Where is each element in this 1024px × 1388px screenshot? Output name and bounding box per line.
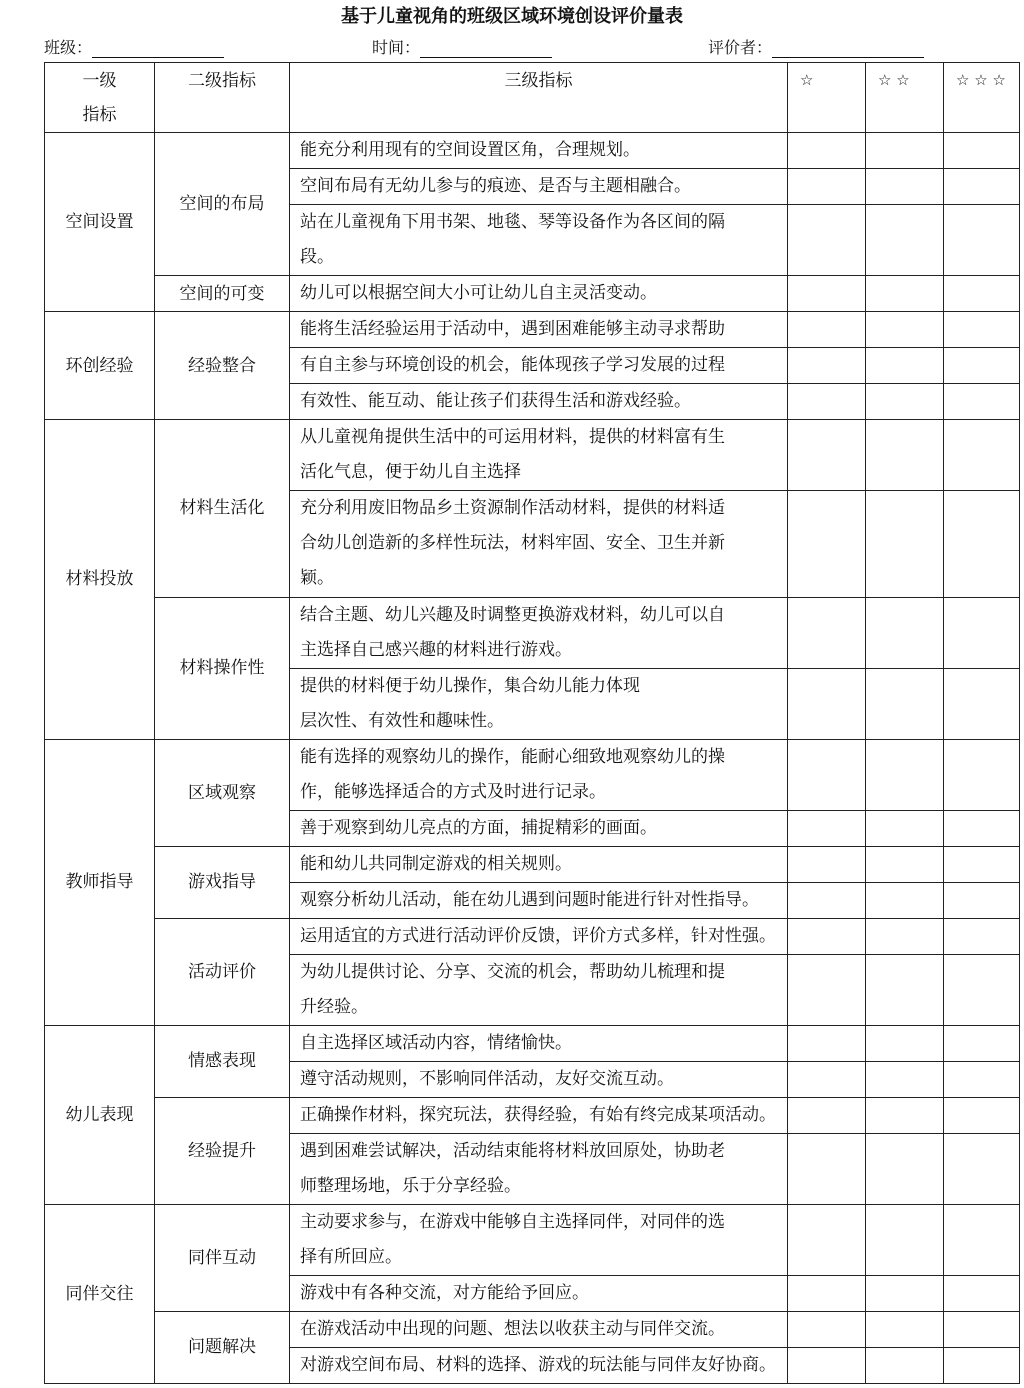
one-star-rating-cell[interactable] [788,668,866,739]
two-star-rating-cell[interactable] [866,954,944,1025]
header-level1-line2: 指标 [82,105,117,125]
three-star-rating-cell[interactable] [944,954,1020,1025]
two-star-rating-cell[interactable] [866,739,944,810]
level3-indicator [290,169,788,205]
three-star-rating-cell[interactable] [944,205,1020,276]
two-star-rating-cell[interactable] [866,1275,944,1311]
table-row [45,1204,1020,1275]
level3-text-line: 遵守活动规则，不影响同伴活动，友好交流互动。 [300,1068,674,1089]
level3-indicator [290,1133,788,1204]
level3-text-line: 主选择自己感兴趣的材料进行游戏。 [300,639,572,660]
one-star-rating-cell[interactable] [788,205,866,276]
class-blank[interactable] [92,43,224,58]
level1-indicator: 材料投放 [45,420,155,740]
two-star-rating-cell[interactable] [866,491,944,598]
page-title: 基于儿童视角的班级区域环境创设评价量表 [341,6,683,27]
level3-text-line: 择有所回应。 [300,1246,402,1267]
three-star-rating-cell[interactable] [944,846,1020,882]
three-star-rating-cell[interactable] [944,882,1020,918]
three-star-rating-cell[interactable] [944,348,1020,384]
two-star-rating-cell[interactable] [866,348,944,384]
one-star-rating-cell[interactable] [788,1025,866,1061]
class-label: 班级： [44,38,93,57]
one-star-rating-cell[interactable] [788,597,866,668]
level3-text-line: 合幼儿创造新的多样性玩法，材料牢固、安全、卫生并新 [300,533,725,554]
level3-text-line: 颖。 [300,568,334,589]
level3-text-line: 师整理场地，乐于分享经验。 [300,1175,521,1196]
level3-text-line: 自主选择区域活动内容，情绪愉快。 [300,1032,572,1053]
two-star-rating-cell[interactable] [866,384,944,420]
table-row [45,1311,1020,1347]
level3-text-line: 能充分利用现有的空间设置区角，合理规划。 [300,140,640,160]
level3-indicator [290,739,788,810]
two-star-rating-cell[interactable] [866,420,944,491]
table-body [45,133,1020,1384]
level3-indicator [290,384,788,420]
three-star-rating-cell[interactable] [944,133,1020,169]
level3-indicator [290,846,788,882]
three-star-rating-cell[interactable] [944,1204,1020,1275]
one-star-rating-cell[interactable] [788,348,866,384]
two-star-rating-cell[interactable] [866,1204,944,1275]
table-row [45,133,1020,169]
level3-text-line: 提供的材料便于幼儿操作，集合幼儿能力体现 [300,675,640,696]
level1-indicator: 幼儿表现 [45,1025,155,1204]
three-star-rating-cell[interactable] [944,1133,1020,1204]
time-label: 时间： [372,38,421,57]
level3-text-line: 能有选择的观察幼儿的操作，能耐心细致地观察幼儿的操 [300,746,725,767]
level3-indicator [290,1097,788,1133]
table-header-row [45,63,1020,133]
level3-indicator [290,918,788,954]
table-row [45,918,1020,954]
level3-indicator [290,597,788,668]
two-star-rating-cell[interactable] [866,1133,944,1204]
one-star-rating-cell[interactable] [788,810,866,846]
table-row [45,1025,1020,1061]
level1-indicator: 同伴交往 [45,1204,155,1383]
one-star-rating-cell[interactable] [788,846,866,882]
level3-text-line: 有效性、能互动、能让孩子们获得生活和游戏经验。 [300,391,691,411]
level3-indicator [290,1204,788,1275]
one-star-rating-cell[interactable] [788,1133,866,1204]
time-blank[interactable] [420,43,552,58]
two-star-rating-cell[interactable] [866,846,944,882]
level3-text-line: 正确操作材料，探究玩法，获得经验，有始有终完成某项活动。 [300,1104,776,1125]
two-star-rating-cell[interactable] [866,810,944,846]
three-star-rating-cell[interactable] [944,668,1020,739]
level3-text-line: 幼儿可以根据空间大小可让幼儿自主灵活变动。 [300,283,657,303]
one-star-rating-cell[interactable] [788,276,866,312]
level3-text-line: 观察分析幼儿活动，能在幼儿遇到问题时能进行针对性指导。 [300,889,759,910]
one-star-rating-cell[interactable] [788,1097,866,1133]
evaluator-field [708,38,924,58]
level3-text-line: 对游戏空间布局、材料的选择、游戏的玩法能与同伴友好协商。 [300,1354,776,1375]
three-star-rating-cell[interactable] [944,491,1020,598]
level2-indicator: 空间的布局 [155,133,290,276]
level3-indicator [290,954,788,1025]
level3-text-line: 站在儿童视角下用书架、地毯、琴等设备作为各区间的隔 [300,212,725,232]
level3-text-line: 空间布局有无幼儿参与的痕迹、是否与主题相融合。 [300,176,691,196]
three-star-rating-cell[interactable] [944,312,1020,348]
level3-indicator [290,491,788,598]
two-star-rating-cell[interactable] [866,169,944,205]
one-star-rating-cell[interactable] [788,420,866,491]
table-row [45,597,1020,668]
level3-text-line: 能将生活经验运用于活动中，遇到困难能够主动寻求帮助 [300,319,725,339]
level3-indicator [290,1311,788,1347]
one-star-rating-cell[interactable] [788,384,866,420]
level2-indicator: 同伴互动 [155,1204,290,1311]
level2-indicator: 经验整合 [155,312,290,420]
one-star-rating-cell[interactable] [788,918,866,954]
level3-text-line: 活化气息，便于幼儿自主选择 [300,462,521,482]
level3-text-line: 结合主题、幼儿兴趣及时调整更换游戏材料，幼儿可以自 [300,604,725,625]
two-star-rating-cell[interactable] [866,276,944,312]
level3-indicator [290,1347,788,1383]
level3-indicator [290,1025,788,1061]
one-star-rating-cell[interactable] [788,491,866,598]
header-one-star: ☆ [788,63,866,133]
level3-text-line: 有自主参与环境创设的机会，能体现孩子学习发展的过程 [300,355,725,375]
level3-indicator [290,133,788,169]
level3-indicator [290,668,788,739]
three-star-rating-cell[interactable] [944,1061,1020,1097]
table-row [45,276,1020,312]
two-star-rating-cell[interactable] [866,1061,944,1097]
header-level2: 二级指标 [155,63,290,133]
three-star-rating-cell[interactable] [944,597,1020,668]
two-star-rating-cell[interactable] [866,597,944,668]
level3-indicator [290,276,788,312]
level3-text-line: 作，能够选择适合的方式及时进行记录。 [300,781,606,802]
header-level1 [45,63,155,133]
two-star-rating-cell[interactable] [866,668,944,739]
three-star-rating-cell[interactable] [944,420,1020,491]
three-star-rating-cell[interactable] [944,1311,1020,1347]
three-star-rating-cell[interactable] [944,1275,1020,1311]
level1-indicator: 环创经验 [45,312,155,420]
three-star-rating-cell[interactable] [944,1025,1020,1061]
three-star-rating-cell[interactable] [944,739,1020,810]
three-star-rating-cell[interactable] [944,1347,1020,1383]
level2-indicator: 材料操作性 [155,597,290,739]
table-row [45,739,1020,810]
evaluation-table [44,62,1020,1384]
level3-text-line: 段。 [300,247,334,267]
level2-indicator: 游戏指导 [155,846,290,918]
level1-indicator: 教师指导 [45,739,155,1025]
one-star-rating-cell[interactable] [788,1204,866,1275]
time-field [372,38,552,58]
three-star-rating-cell[interactable] [944,169,1020,205]
one-star-rating-cell[interactable] [788,169,866,205]
two-star-rating-cell[interactable] [866,918,944,954]
two-star-rating-cell[interactable] [866,882,944,918]
one-star-rating-cell[interactable] [788,954,866,1025]
level3-text-line: 层次性、有效性和趣味性。 [300,710,504,731]
level3-text-line: 在游戏活动中出现的问题、想法以收获主动与同伴交流。 [300,1318,725,1339]
table-row [45,312,1020,348]
level3-indicator [290,1061,788,1097]
level3-text-line: 为幼儿提供讨论、分享、交流的机会，帮助幼儿梳理和提 [300,961,725,982]
two-star-rating-cell[interactable] [866,133,944,169]
level3-text-line: 充分利用废旧物品乡土资源制作活动材料，提供的材料适 [300,498,725,519]
level3-text-line: 遇到困难尝试解决，活动结束能将材料放回原处，协助老 [300,1140,725,1161]
evaluator-label: 评价者： [708,38,773,57]
two-star-rating-cell[interactable] [866,1097,944,1133]
level3-text-line: 运用适宜的方式进行活动评价反馈，评价方式多样，针对性强。 [300,925,776,946]
level3-indicator [290,1275,788,1311]
level3-text-line: 从儿童视角提供生活中的可运用材料，提供的材料富有生 [300,427,725,447]
three-star-rating-cell[interactable] [944,276,1020,312]
level2-indicator: 情感表现 [155,1025,290,1097]
three-star-rating-cell[interactable] [944,1097,1020,1133]
level2-indicator: 空间的可变 [155,276,290,312]
three-star-rating-cell[interactable] [944,918,1020,954]
level2-indicator: 经验提升 [155,1097,290,1204]
level2-indicator: 材料生活化 [155,420,290,598]
level3-text-line: 能和幼儿共同制定游戏的相关规则。 [300,853,572,874]
two-star-rating-cell[interactable] [866,1347,944,1383]
level3-indicator [290,205,788,276]
table-row [45,420,1020,491]
header-level1-line1: 一级 [82,71,117,91]
one-star-rating-cell[interactable] [788,1275,866,1311]
level3-text-line: 游戏中有各种交流，对方能给予回应。 [300,1282,589,1303]
table-row [45,1097,1020,1133]
two-star-rating-cell[interactable] [866,312,944,348]
evaluator-blank[interactable] [772,43,924,58]
one-star-rating-cell[interactable] [788,1311,866,1347]
level3-text-line: 主动要求参与，在游戏中能够自主选择同伴，对同伴的选 [300,1211,725,1232]
level2-indicator: 区域观察 [155,739,290,846]
one-star-rating-cell[interactable] [788,1347,866,1383]
one-star-rating-cell[interactable] [788,882,866,918]
level2-indicator: 问题解决 [155,1311,290,1383]
one-star-rating-cell[interactable] [788,133,866,169]
header-three-star: ☆ ☆ ☆ [944,63,1020,133]
two-star-rating-cell[interactable] [866,205,944,276]
one-star-rating-cell[interactable] [788,1061,866,1097]
one-star-rating-cell[interactable] [788,312,866,348]
class-field [44,38,224,58]
header-level3: 三级指标 [290,63,788,133]
level3-indicator [290,312,788,348]
level3-text-line: 善于观察到幼儿亮点的方面，捕捉精彩的画面。 [300,817,657,838]
table-row [45,846,1020,882]
three-star-rating-cell[interactable] [944,384,1020,420]
level3-indicator [290,810,788,846]
level1-indicator: 空间设置 [45,133,155,312]
one-star-rating-cell[interactable] [788,739,866,810]
level3-text-line: 升经验。 [300,996,368,1017]
level3-indicator [290,882,788,918]
two-star-rating-cell[interactable] [866,1025,944,1061]
level3-indicator [290,420,788,491]
level3-indicator [290,348,788,384]
level2-indicator: 活动评价 [155,918,290,1025]
three-star-rating-cell[interactable] [944,810,1020,846]
header-two-star: ☆ ☆ [866,63,944,133]
two-star-rating-cell[interactable] [866,1311,944,1347]
